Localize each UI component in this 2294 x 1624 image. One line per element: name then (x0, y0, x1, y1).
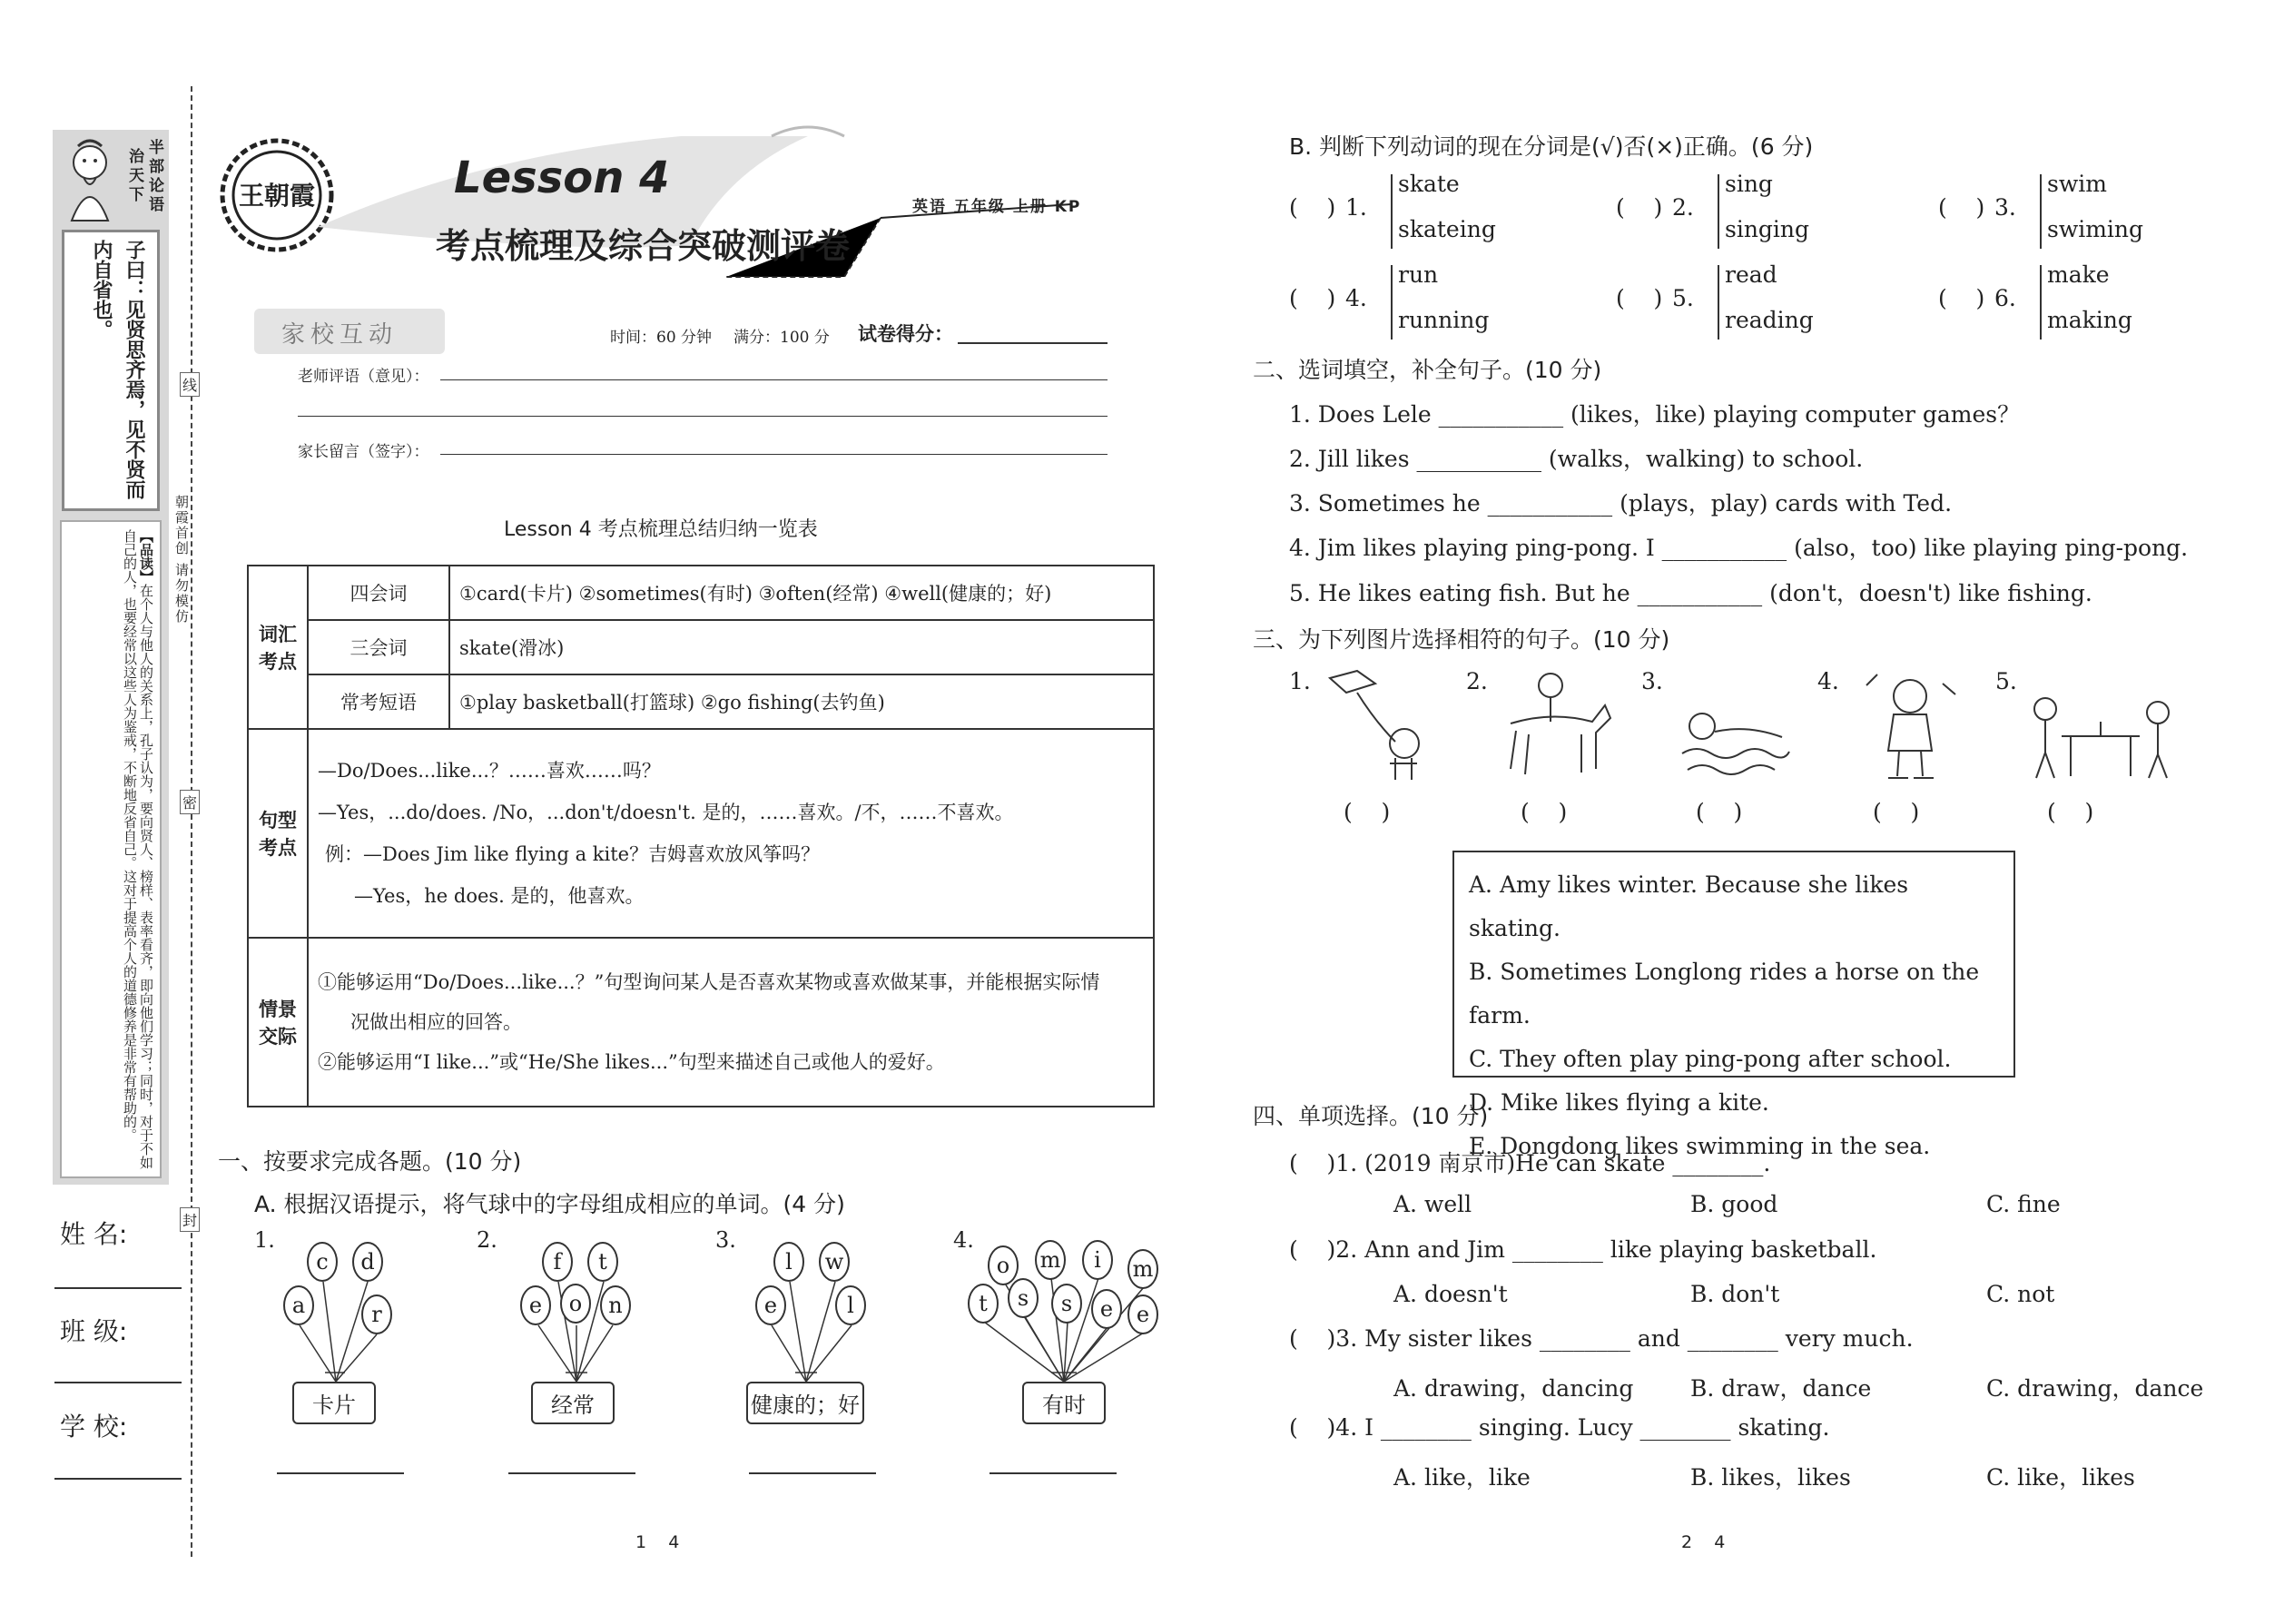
mc-option-b[interactable]: B. don't (1690, 1281, 1780, 1307)
picture-number: 4. (1817, 668, 1839, 694)
vocab-label-text: 词汇考点 (259, 624, 297, 673)
verb-ing: skateing (1398, 216, 1496, 242)
cut-label-3: 封 (180, 1207, 200, 1232)
balloon-group-1 (254, 1227, 436, 1454)
balloon-group-4 (953, 1227, 1189, 1454)
school-field[interactable] (54, 1478, 182, 1480)
option-a: A. Amy likes winter. Because she likes skating. (1469, 871, 1909, 941)
sit-label (248, 938, 308, 1107)
mc-option-a[interactable]: A. doesn't (1393, 1281, 1508, 1307)
score-field[interactable] (958, 342, 1108, 344)
mc-question-1: ( )1. (2019 南京市)He can skate ________. (1289, 1150, 1771, 1176)
r1-label: 四会词 (308, 566, 449, 620)
group-number: 3. (715, 1227, 736, 1253)
balloon-group-3 (715, 1227, 897, 1454)
ping-pong-picture (2020, 676, 2183, 794)
paper-title: 考点梳理及综合突破测评卷 (436, 226, 851, 266)
publisher-note: 朝霞首创 请勿模仿 (173, 495, 190, 625)
situation-1: ①能够运用“Do/Does...like...？”句型询问某人是否喜欢某物或喜欢做某事，并能根据实际情 (318, 971, 1100, 993)
balloon: e (520, 1285, 551, 1325)
balloon: d (352, 1242, 383, 1282)
full-score-label: 满分：100 分 (733, 329, 830, 347)
r3-value: ①play basketball(打篮球) ②go fishing(去钓鱼) (449, 674, 1154, 729)
verb-base: make (2047, 261, 2110, 288)
balloon: s (1008, 1278, 1039, 1318)
sentence-3: 例：—Does Jim like flying a kite？吉姆喜欢放风筝吗？ (325, 843, 821, 865)
comment-text (122, 529, 154, 1169)
fill-item-1: 1. Does Lele ___________ (likes，like) playing computer games？ (1289, 401, 2021, 428)
group-number: 1. (254, 1227, 275, 1253)
verb-item-4 (1289, 261, 1616, 343)
cut-line (191, 86, 192, 1557)
mc-option-a[interactable]: A. like，like (1393, 1464, 1531, 1491)
vocab-label (248, 566, 308, 729)
balloon: m (1035, 1240, 1066, 1280)
verb-item-1 (1289, 171, 1616, 252)
balloon: f (542, 1242, 573, 1282)
situation-cell (308, 938, 1154, 1107)
mc-option-c[interactable]: C. not (1986, 1281, 2055, 1307)
mc-option-a[interactable]: A. drawing，dancing (1393, 1375, 1634, 1402)
summary-table (247, 565, 1155, 1107)
sidebar (53, 130, 169, 1185)
situation-3: ②能够运用“I like...”或“He/She likes...”句型来描述自己或他人的爱好。 (318, 1051, 945, 1073)
verb-divider (2040, 265, 2042, 340)
item-number: 2. (1672, 194, 1694, 221)
swimmer-picture (1675, 681, 1793, 799)
balloon: n (600, 1285, 631, 1325)
verb-base: sing (1725, 171, 1773, 197)
verb-base: swim (2047, 171, 2107, 197)
option-b: B. Sometimes Longlong rides a horse on the farm. (1469, 959, 1980, 1029)
hint-tag: 经常 (531, 1382, 615, 1424)
verb-ing: singing (1725, 216, 1810, 242)
verb-ing: reading (1725, 307, 1814, 333)
r2-value: skate(滑冰) (449, 620, 1154, 674)
part3-heading: 三、为下列图片选择相符的句子。(10 分) (1253, 626, 1670, 653)
balloon: c (307, 1242, 338, 1282)
mc-option-c[interactable]: C. like，likes (1986, 1464, 2135, 1491)
skater-picture (1852, 667, 1970, 785)
situation-2: 况做出相应的回答。 (350, 1011, 522, 1033)
horse-rider-picture (1498, 667, 1616, 785)
part1a-heading: A. 根据汉语提示，将气球中的字母组成相应的单词。(4 分) (254, 1191, 845, 1217)
lesson-title: Lesson 4 (454, 153, 670, 203)
brand-text: 王朝霞 (238, 181, 315, 211)
book-meta: 英语 五年级 上册 KP (912, 198, 1082, 216)
balloon: i (1082, 1240, 1113, 1280)
hint-tag: 有时 (1022, 1382, 1106, 1424)
cut-label-1: 线 (180, 372, 200, 397)
fill-item-2: 2. Jill likes ___________ (walks，walking) to school. (1289, 446, 1864, 472)
verb-ing: running (1398, 307, 1490, 333)
verb-item-6 (1938, 261, 2256, 343)
sit-label-text: 情景交际 (259, 999, 297, 1048)
teacher-comment-field-2[interactable] (298, 416, 1108, 417)
parent-note-field[interactable] (440, 454, 1108, 455)
home-school-text: 家校互动 (281, 321, 399, 349)
balloon: m (1127, 1249, 1158, 1289)
item-number: 1. (1345, 194, 1367, 221)
answer-line-1[interactable] (277, 1472, 404, 1474)
school-label: 学 校: (60, 1412, 128, 1442)
balloon: e (1127, 1294, 1158, 1334)
balloon: e (755, 1285, 786, 1325)
time-label: 时间：60 分钟 (610, 329, 713, 347)
fill-item-3: 3. Sometimes he ___________ (plays，play) cards with Ted. (1289, 490, 1953, 517)
name-label: 姓 名: (60, 1219, 128, 1249)
comment-box (60, 520, 162, 1178)
balloon: t (968, 1284, 999, 1324)
class-field[interactable] (54, 1382, 182, 1383)
part2-heading: 二、选词填空，补全句子。(10 分) (1253, 357, 1602, 383)
hint-tag: 健康的；好 (746, 1382, 864, 1424)
teacher-comment-label: 老师评语（意见）： (298, 368, 429, 386)
sentence-1: —Do/Does...like...？……喜欢……吗？ (318, 760, 661, 782)
mc-option-b[interactable]: B. draw，dance (1690, 1375, 1872, 1402)
comment-body: 在个人与他人的关系上，孔子认为，要向贤人、榜样、表率看齐，即向他们学习；同时，对于不如自己的人，也要经常以这些人为鉴戒，不断地反省自己。这对于提高个人的道德修养是非常有帮助的。 (122, 529, 154, 1169)
answer-paren[interactable]: ( ) (1616, 194, 1663, 221)
r3-label: 常考短语 (308, 674, 449, 729)
sent-label (248, 729, 308, 938)
mc-option-b[interactable]: B. good (1690, 1191, 1778, 1217)
mc-option-b[interactable]: B. likes，likes (1690, 1464, 1851, 1491)
group-number: 4. (953, 1227, 974, 1253)
summary-title: Lesson 4 考点梳理总结归纳一览表 (504, 518, 818, 541)
name-field[interactable] (54, 1287, 182, 1289)
answer-paren[interactable]: ( ) (1289, 285, 1336, 311)
verb-base: skate (1398, 171, 1460, 197)
option-d: D. Mike likes flying a kite. (1469, 1089, 1769, 1116)
verb-divider (1718, 174, 1719, 249)
verb-base: run (1398, 261, 1439, 288)
fill-item-4: 4. Jim likes playing ping-pong. I ___________ (also，too) like playing ping-pong. (1289, 535, 2189, 561)
part4-heading: 四、单项选择。(10 分) (1253, 1103, 1489, 1129)
verb-divider (1718, 265, 1719, 340)
balloon-group-2 (477, 1227, 658, 1454)
option-c: C. They often play ping-pong after school. (1469, 1046, 1952, 1072)
answer-line-4[interactable] (989, 1472, 1117, 1474)
verb-item-3 (1938, 171, 2256, 252)
parent-note-label: 家长留言（签字）： (298, 443, 429, 461)
verb-ing: making (2047, 307, 2132, 333)
teacher-comment-field[interactable] (440, 379, 1108, 380)
logo-chars: 半部论语 (145, 139, 163, 215)
answer-line-2[interactable] (508, 1472, 635, 1474)
mc-question-4: ( )4. I ________ singing. Lucy ________ skating. (1289, 1414, 1830, 1441)
item-number: 5. (1672, 285, 1694, 311)
verb-ing: swiming (2047, 216, 2144, 242)
verb-item-2 (1616, 171, 1934, 252)
mc-option-a[interactable]: A. well (1393, 1191, 1472, 1217)
picture-answer-paren[interactable]: ( ) (1696, 799, 1743, 825)
balloon: o (988, 1245, 1019, 1285)
balloon: o (560, 1284, 591, 1324)
mc-question-2: ( )2. Ann and Jim ________ like playing basketball. (1289, 1236, 1877, 1263)
comment-label: 【品读】 (138, 529, 154, 584)
picture-answer-paren[interactable]: ( ) (2047, 799, 2094, 825)
confucius-logo (58, 137, 122, 223)
answer-paren[interactable]: ( ) (1938, 285, 1985, 311)
picture-answer-paren[interactable]: ( ) (1344, 799, 1391, 825)
class-label: 班 级: (60, 1316, 128, 1346)
kite-kid-picture (1321, 667, 1439, 785)
sentence-2: —Yes，...do/does. /No，...don't/doesn't. 是的，……喜欢。/不，……不喜欢。 (318, 802, 1014, 823)
answer-line-3[interactable] (749, 1472, 876, 1474)
picture-number: 3. (1641, 668, 1663, 694)
mc-option-c[interactable]: C. drawing，dance (1986, 1375, 2204, 1402)
home-school-badge (254, 309, 445, 354)
item-number: 4. (1345, 285, 1367, 311)
page-number-right: 2 4 (1681, 1532, 1726, 1552)
r1-value: ①card(卡片) ②sometimes(有时) ③often(经常) ④well(健康的；好) (449, 566, 1154, 620)
picture-number: 1. (1289, 668, 1311, 694)
answer-paren[interactable]: ( ) (1938, 194, 1985, 221)
verb-divider (1391, 174, 1393, 249)
sent-label-text: 句型考点 (259, 810, 297, 859)
verb-divider (1391, 265, 1393, 340)
group-number: 2. (477, 1227, 497, 1253)
balloon: s (1051, 1284, 1082, 1324)
sentence-cell (308, 729, 1154, 938)
picture-answer-paren[interactable]: ( ) (1873, 799, 1920, 825)
balloon: l (773, 1242, 804, 1282)
verb-item-5 (1616, 261, 1934, 343)
balloon: l (835, 1285, 866, 1325)
picture-number: 5. (1995, 668, 2017, 694)
score-label: 试卷得分： (858, 322, 953, 345)
option-e: E. Dongdong likes swimming in the sea. (1469, 1133, 1931, 1159)
page-number-left: 1 4 (635, 1532, 680, 1552)
mc-option-c[interactable]: C. fine (1986, 1191, 2061, 1217)
answer-paren[interactable]: ( ) (1289, 194, 1336, 221)
picture-answer-paren[interactable]: ( ) (1521, 799, 1568, 825)
verb-base: read (1725, 261, 1777, 288)
picture-number: 2. (1466, 668, 1488, 694)
mc-question-3: ( )3. My sister likes ________ and ________ very much. (1289, 1325, 1914, 1352)
side-motto: 治天下 (125, 148, 143, 205)
balloon: a (283, 1285, 314, 1325)
quote-box (62, 230, 160, 511)
options-box (1452, 851, 2015, 1159)
part1-heading: 一、按要求完成各题。(10 分) (218, 1148, 522, 1175)
item-number: 6. (1994, 285, 2016, 311)
partB-heading: B. 判断下列动词的现在分词是(√)否(×)正确。(6 分) (1289, 133, 1814, 160)
balloon: r (361, 1294, 392, 1334)
cut-label-2: 密 (180, 790, 200, 814)
hint-tag: 卡片 (292, 1382, 376, 1424)
balloon: w (819, 1242, 850, 1282)
balloon: e (1091, 1289, 1122, 1329)
balloon: t (587, 1242, 618, 1282)
quote-text: 子曰：见贤思齐焉，见不贤而内自省也。 (90, 240, 145, 499)
sentence-4: —Yes，he does. 是的，他喜欢。 (354, 885, 645, 907)
item-number: 3. (1994, 194, 2016, 221)
fill-item-5: 5. He likes eating fish. But he ___________ (don't，doesn't) like fishing. (1289, 580, 2092, 606)
answer-paren[interactable]: ( ) (1616, 285, 1663, 311)
r2-label: 三会词 (308, 620, 449, 674)
verb-divider (2040, 174, 2042, 249)
